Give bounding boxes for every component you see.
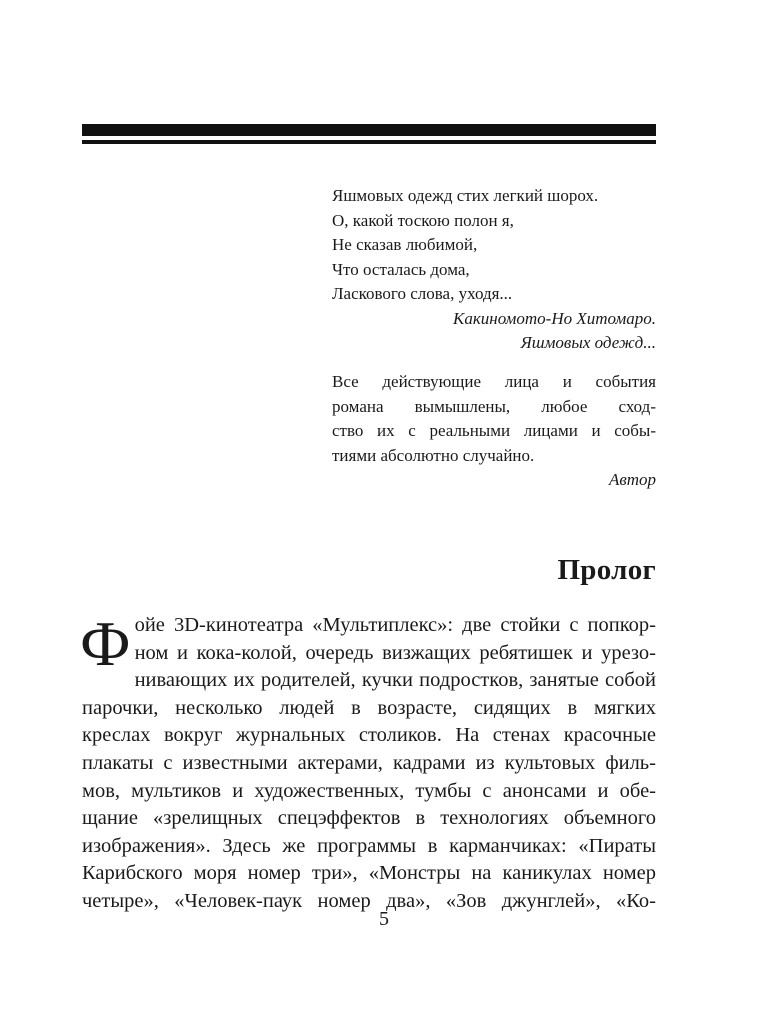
epigraph-line: Ласкового слова, уходя... (332, 284, 513, 303)
chapter-title: Пролог (557, 554, 656, 586)
body-line: ойе 3D-кинотеатра «Мультиплекс»: две стойки с попкор- (134, 614, 656, 636)
epigraph-line: Не сказав любимой, (332, 235, 478, 254)
epigraph (332, 184, 656, 356)
chapter-body (80, 608, 656, 916)
drop-cap: Ф (80, 608, 131, 679)
body-line: плакаты с известными актерами, кадрами из культовых филь- (82, 751, 656, 774)
disclaimer-signature: Автор (608, 470, 656, 489)
epigraph-author: Какиномото-Но Хитомаро. (453, 308, 656, 328)
body-line: щание «зрелищных спецэффектов в технологиях объемного (82, 807, 656, 830)
body-line: нивающих их родителей, кучки подростков, занятые собой (134, 669, 656, 692)
page-number: 5 (379, 908, 389, 930)
epigraph-source: Яшмовых одежд... (520, 333, 656, 352)
epigraph-line: Что осталась дома, (332, 259, 470, 279)
body-line: ном и кока-колой, очередь визжащих ребятишек и урезо- (134, 641, 656, 664)
body-line: мов, мультиков и художественных, тумбы с анонсами и обе- (82, 779, 656, 802)
body-line: креслах вокруг журнальных столиков. На стенах красочные (82, 724, 656, 747)
header-rules (82, 124, 656, 144)
disclaimer-line: ство их с реальными лицами и собы- (332, 421, 656, 440)
body-line: Карибского моря номер три», «Монстры на каникулах номер (82, 862, 656, 885)
body-line: четыре», «Человек-паук номер два», «Зов джунглей», «Ко- (82, 889, 656, 912)
disclaimer-line: тиями абсолютно случайно. (332, 445, 535, 465)
disclaimer (332, 370, 656, 493)
header-rule-thick (82, 124, 656, 136)
disclaimer-line: Все действующие лица и события (332, 372, 656, 391)
epigraph-line: Яшмовых одежд стих легкий шорох. (332, 186, 599, 205)
body-line: парочки, несколько людей в возрасте, сидящих в мягких (82, 696, 656, 719)
body-line: изображения». Здесь же программы в карманчиках: «Пираты (82, 834, 656, 857)
epigraph-line: О, какой тоскою полон я, (332, 210, 514, 230)
disclaimer-line: романа вымышлены, любое сход- (332, 396, 656, 416)
header-rule-thin (82, 140, 656, 144)
